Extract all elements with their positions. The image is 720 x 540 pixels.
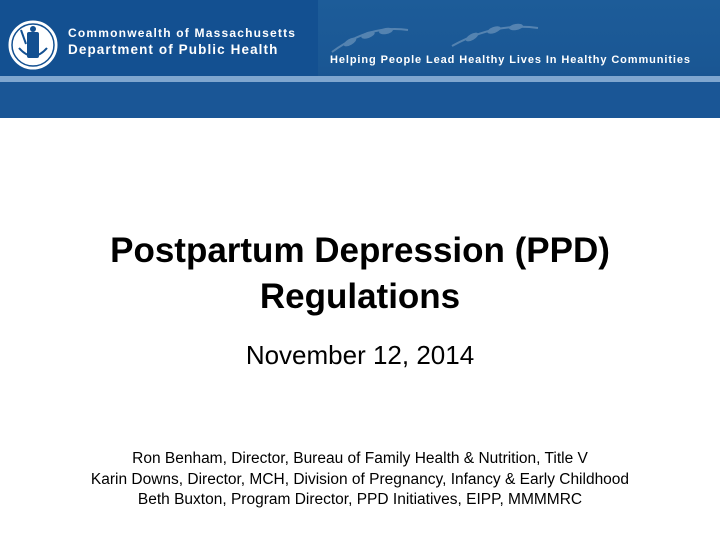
title-line-1: Postpartum Depression (PPD) (110, 231, 610, 270)
title-line-2: Regulations (259, 277, 461, 316)
laurel-decoration-icon (330, 24, 410, 54)
presenter-line: Beth Buxton, Program Director, PPD Initiatives, EIPP, MMMMRC (137, 491, 583, 508)
presenter-list (0, 449, 720, 511)
laurel-decoration-icon (450, 20, 540, 50)
slide-date: November 12, 2014 (245, 340, 475, 370)
presenter-line: Ron Benham, Director, Bureau of Family Health & Nutrition, Title V (132, 450, 588, 467)
presenter-line: Karin Downs, Director, MCH, Division of Pregnancy, Infancy & Early Childhood (90, 470, 630, 488)
header-lower-band (0, 82, 720, 118)
header-tagline: Helping People Lead Healthy Lives In Healthy Communities (330, 54, 691, 66)
header-banner (0, 0, 720, 118)
org-line-1: Commonwealth of Massachusetts (68, 26, 297, 40)
slide-title (0, 228, 720, 320)
state-seal-icon (6, 18, 60, 72)
org-line-2: Department of Public Health (68, 42, 279, 57)
